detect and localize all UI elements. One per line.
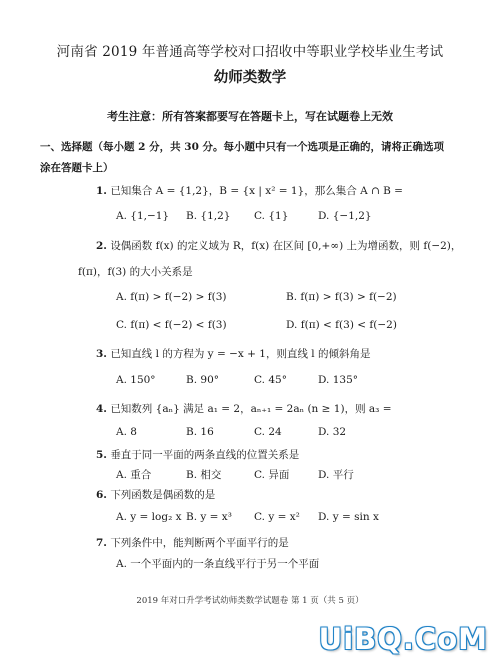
q3-option-b: B. 90° [186, 374, 220, 386]
section-instruction-line2: 涂在答题卡上） [40, 162, 114, 174]
question-1 [96, 183, 403, 198]
question-number: 2. [96, 240, 107, 252]
q5-option-b: B. 相交 [186, 469, 222, 481]
q1-option-b: B. {1,2} [186, 210, 231, 222]
q5-option-d: D. 平行 [318, 469, 354, 481]
q1-option-a: A. {1,−1} [116, 210, 170, 222]
q3-option-a: A. 150° [116, 374, 156, 386]
question-5 [96, 447, 299, 462]
q6-option-c: C. y = x² [254, 511, 300, 523]
q4-option-a: A. 8 [116, 426, 137, 438]
q6-option-b: B. y = x³ [186, 511, 232, 523]
question-4 [96, 401, 392, 416]
exam-title: 河南省 2019 年普通高等学校对口招收中等职业学校毕业生考试 [56, 44, 444, 60]
q4-option-b: B. 16 [186, 426, 214, 438]
q5-option-c: C. 异面 [254, 469, 290, 481]
question-7 [96, 535, 289, 550]
site-watermark: UiBQ.CoM [318, 622, 488, 656]
q3-option-d: D. 135° [318, 374, 359, 386]
question-text: 下列条件中，能判断两个平面平行的是 [110, 537, 289, 549]
question-text: 下列函数是偶函数的是 [110, 489, 216, 501]
question-number: 3. [96, 348, 107, 360]
q7-option-a: A. 一个平面内的一条直线平行于另一个平面 [116, 558, 320, 570]
question-number: 4. [96, 403, 107, 415]
question-6 [96, 487, 215, 502]
q2-option-c: C. f(π) < f(−2) < f(3) [116, 319, 227, 331]
question-text: 已知集合 A = {1,2}，B = {x | x² = 1}，那么集合 A ∩ B = [110, 185, 403, 197]
q6-option-d: D. y = sin x [318, 511, 379, 523]
question-text: 已知直线 l 的方程为 y = −x + 1，则直线 l 的倾斜角是 [110, 348, 371, 360]
question-number: 6. [96, 489, 107, 501]
q2-option-d: D. f(π) < f(3) < f(−2) [286, 319, 397, 331]
exam-notice: 考生注意：所有答案都要写在答题卡上，写在试题卷上无效 [107, 110, 393, 123]
section-instruction-line1: 一、选择题（每小题 2 分，共 30 分。每小题中只有一个选项是正确的，请将正确选项 [40, 141, 445, 153]
q6-option-a: A. y = log₂ x [116, 511, 182, 523]
question-number: 5. [96, 449, 107, 461]
q1-option-c: C. {1} [254, 210, 289, 222]
page-footer: 2019 年对口升学考试幼师类数学试题卷 第 1 页（共 5 页） [136, 596, 364, 606]
question-text: 垂直于同一平面的两条直线的位置关系是 [110, 449, 300, 461]
question-number: 7. [96, 537, 107, 549]
question-number: 1. [96, 185, 107, 197]
q2-option-a: A. f(π) > f(−2) > f(3) [116, 291, 227, 303]
q4-option-c: C. 24 [254, 426, 282, 438]
question-text: 设偶函数 f(x) 的定义域为 R，f(x) 在区间 [0,+∞) 上为增函数，则 f(−2)， [110, 240, 462, 252]
q1-option-d: D. {−1,2} [318, 210, 372, 222]
exam-subtitle: 幼师类数学 [213, 69, 287, 86]
q4-option-d: D. 32 [318, 426, 347, 438]
q5-option-a: A. 重合 [116, 469, 152, 481]
q2-option-b: B. f(π) > f(3) > f(−2) [286, 291, 397, 303]
question-2 [96, 238, 461, 253]
question-text: 已知数列 {aₙ} 满足 a₁ = 2，aₙ₊₁ = 2aₙ (n ≥ 1)，则 a₃ = [110, 403, 392, 415]
q3-option-c: C. 45° [254, 374, 287, 386]
question-3 [96, 346, 371, 361]
question-2-continued: f(π)，f(3) 的大小关系是 [78, 266, 193, 278]
